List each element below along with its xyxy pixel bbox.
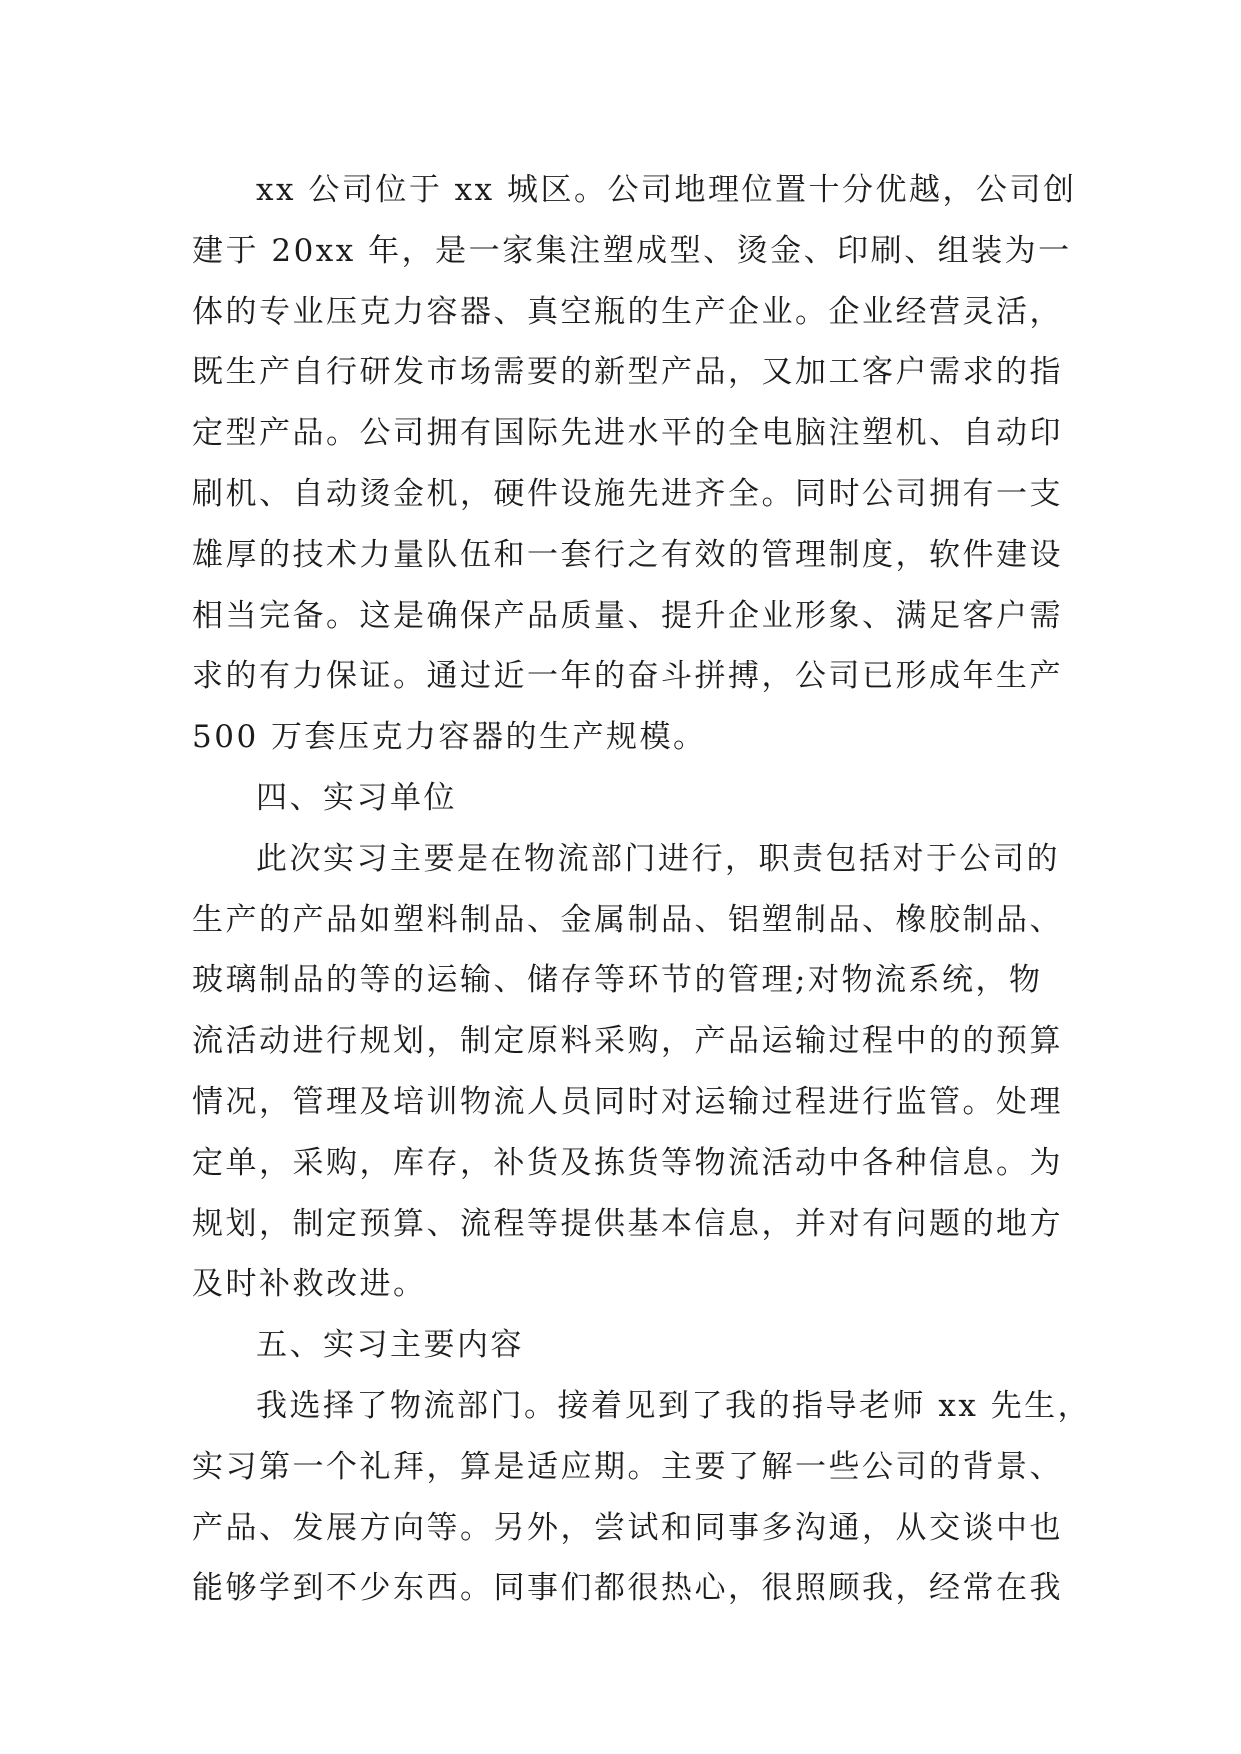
- text-line: 雄厚的技术力量队伍和一套行之有效的管理制度，软件建设: [192, 536, 1063, 573]
- section-heading-internship-content: 五、实习主要内容: [256, 1327, 524, 1364]
- text-line: 既生产自行研发市场需要的新型产品，又加工客户需求的指: [192, 354, 1063, 391]
- text-line: 定单，采购，库存，补货及拣货等物流活动中各种信息。为: [192, 1144, 1063, 1181]
- text-line: 流活动进行规划，制定原料采购，产品运输过程中的的预算: [192, 1023, 1063, 1060]
- text-line: 此次实习主要是在物流部门进行，职责包括对于公司的: [256, 840, 1060, 877]
- paragraph-internship-content: [192, 1376, 1092, 1619]
- text-line: 产品、发展方向等。另外，尝试和同事多沟通，从交谈中也: [192, 1509, 1063, 1546]
- text-line: 我选择了物流部门。接着见到了我的指导老师 xx 先生，: [256, 1387, 1092, 1424]
- text-line: 情况，管理及培训物流人员同时对运输过程进行监管。处理: [192, 1083, 1063, 1120]
- text-line: 玻璃制品的等的运输、储存等环节的管理;对物流系统，物: [192, 962, 1043, 999]
- text-line: 定型产品。公司拥有国际先进水平的全电脑注塑机、自动印: [192, 415, 1063, 452]
- text-line: 能够学到不少东西。同事们都很热心，很照顾我，经常在我: [192, 1570, 1063, 1607]
- document-body: [192, 160, 1092, 1619]
- text-line: 生产的产品如塑料制品、金属制品、铝塑制品、橡胶制品、: [192, 901, 1063, 938]
- text-line: 实习第一个礼拜，算是适应期。主要了解一些公司的背景、: [192, 1448, 1063, 1485]
- section-heading-internship-unit: 四、实习单位: [256, 779, 457, 816]
- paragraph-company-intro: [192, 160, 1077, 768]
- text-line: 及时补救改进。: [192, 1266, 427, 1303]
- text-line: 刷机、自动烫金机，硬件设施先进齐全。同时公司拥有一支: [192, 475, 1063, 512]
- paragraph-internship-unit: [192, 829, 1072, 1315]
- text-line: 求的有力保证。通过近一年的奋斗拼搏，公司已形成年生产: [192, 658, 1063, 695]
- text-line: 建于 20xx 年，是一家集注塑成型、烫金、印刷、组装为一: [192, 232, 1072, 269]
- text-line: 500 万套压克力容器的生产规模。: [192, 719, 707, 756]
- text-line: 体的专业压克力容器、真空瓶的生产企业。企业经营灵活，: [192, 293, 1063, 330]
- text-line: 相当完备。这是确保产品质量、提升企业形象、满足客户需: [192, 597, 1063, 634]
- text-line: xx 公司位于 xx 城区。公司地理位置十分优越，公司创: [256, 172, 1077, 208]
- text-line: 规划，制定预算、流程等提供基本信息，并对有问题的地方: [192, 1205, 1063, 1242]
